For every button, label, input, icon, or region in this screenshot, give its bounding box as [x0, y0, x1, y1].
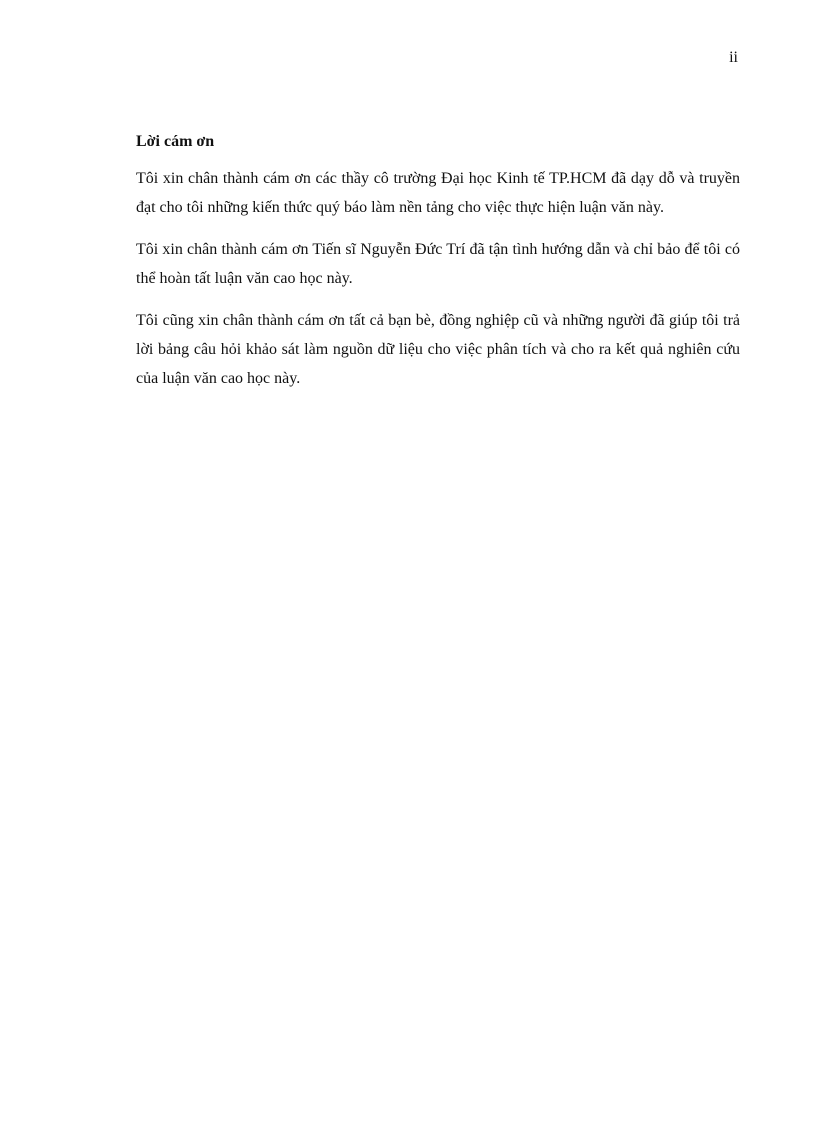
page-number: ii — [729, 49, 738, 66]
paragraph-advisor: Tôi xin chân thành cám ơn Tiến sĩ Nguyễn Đức Trí đã tận tình hướng dẫn và chỉ bảo để tôi có thể hoàn tất luận văn cao học này. — [136, 241, 740, 287]
paragraph-friends: Tôi cũng xin chân thành cám ơn tất cả bạn bè, đồng nghiệp cũ và những người đã giúp tôi trả lời bảng câu hỏi khảo sát làm nguồn dữ liệu cho việc phân tích và cho ra kết quả nghiên cứu của luận văn cao học này. — [136, 312, 740, 387]
paragraph-teachers: Tôi xin chân thành cám ơn các thầy cô trường Đại học Kinh tế TP.HCM đã dạy dỗ và truyền đạt cho tôi những kiến thức quý báo làm nền tảng cho việc thực hiện luận văn này. — [136, 170, 740, 216]
section-title: Lời cám ơn — [136, 133, 215, 150]
acknowledgement-section — [136, 128, 740, 406]
